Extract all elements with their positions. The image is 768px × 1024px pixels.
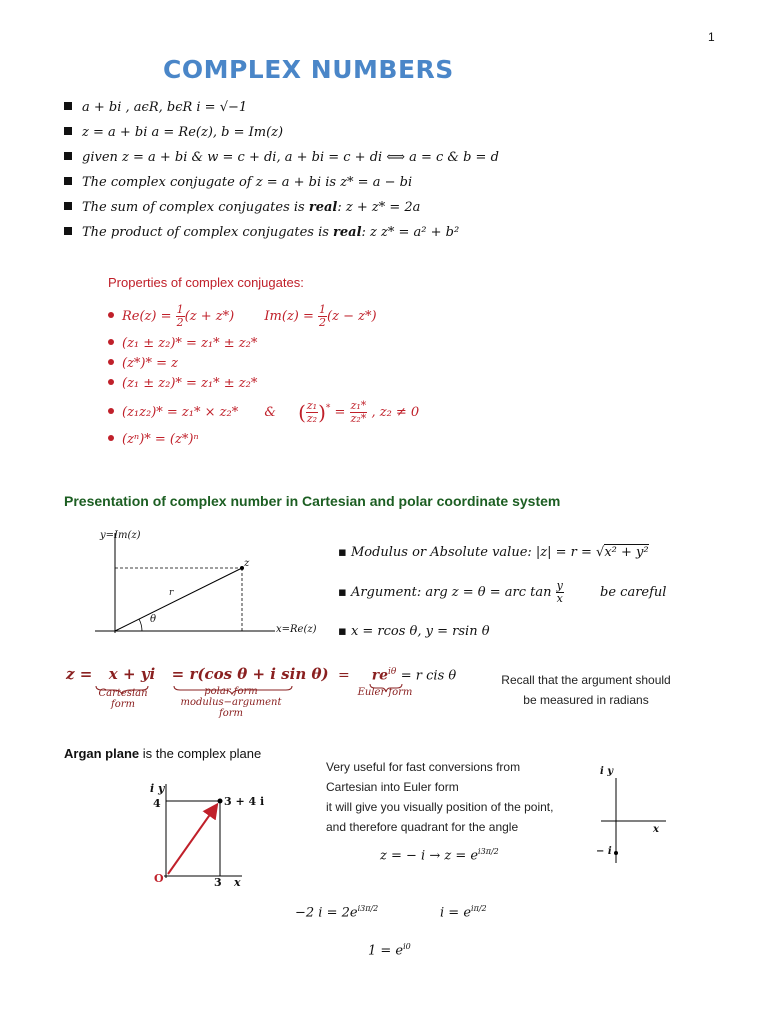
- argand-four-label: 4: [153, 797, 161, 810]
- conversion-example: z = − $i \to z = e^{i3\pi/2}$: [380, 847, 499, 864]
- argand-iy-label: i y: [150, 782, 165, 795]
- theta-label: θ: [150, 614, 157, 625]
- bottom-eq-2: $i = e^{i\pi/2}$: [440, 904, 487, 921]
- definition-line-5: The sum of complex conjugates is real: z + z* = 2a: [64, 200, 420, 215]
- y-axis-label: y=Im(z): [100, 530, 141, 541]
- small-x-label: x: [653, 824, 659, 835]
- property-5: (z₁z₂)* = z₁* × z₂* & ( $\frac{\text{z₁}}{\text{z₂}}$ )* = $\frac{\text{z₁*}}{\text{z₂*}}$ , z₂ ≠ 0: [108, 400, 419, 425]
- property-6: (zⁿ)* = (z*)ⁿ: [108, 432, 199, 447]
- euler-form-label: Euler form: [357, 687, 413, 698]
- definition-line-1: a + bi , aϵR, bϵR i = √−1: [64, 100, 247, 115]
- modulus-line: ▪ Modulus or Absolute value: |z| = r = √x² + y²: [338, 545, 649, 560]
- argument-line: ▪ Argument: arg z = θ = arc tan $\frac{y}{x}$ be careful: [338, 579, 667, 605]
- angle-arc: [139, 619, 142, 631]
- forms-line: z = x + yi = r(cos θ + i sin θ): [66, 665, 329, 683]
- argand-heading: Argan plane is the complex plane: [64, 746, 262, 761]
- definition-line-2: z = a + bi a = Re(z), b = Im(z): [64, 125, 283, 140]
- x-axis-label: x=Re(z): [276, 624, 317, 635]
- minus-i-point: [614, 851, 618, 855]
- bottom-eq-1: −2 $i = 2e^{i3\pi/2}$: [295, 904, 379, 921]
- definition-line-6: The product of complex conjugates is real: z z* = a² + b²: [64, 225, 459, 240]
- small-iy-label: i y: [600, 766, 614, 777]
- definition-line-3: given z = a + bi & w = c + di, a + bi = c + di ⟺ a = c & b = d: [64, 150, 499, 165]
- recall-note: Recall that the argument should be measured in radians: [501, 673, 671, 707]
- argand-point: [218, 799, 223, 804]
- property-2: (z₁ ± z₂)* = z₁* ± z₂*: [108, 336, 257, 351]
- small-minus-i-label: − i: [596, 846, 612, 857]
- property-3: (z*)* = z: [108, 356, 178, 371]
- section-heading: Presentation of complex number in Cartesian and polar coordinate system: [64, 493, 561, 509]
- properties-heading: Properties of complex conjugates:: [108, 275, 304, 290]
- definition-line-4: The complex conjugate of z = a + bi is z* = a − bi: [64, 175, 412, 190]
- page-number: 1: [708, 30, 715, 44]
- xy-line: ▪ x = rcos θ, y = rsin θ: [338, 624, 490, 639]
- radius-line: [115, 568, 242, 631]
- point-z-label: z: [244, 558, 250, 569]
- argand-vector: [168, 806, 216, 874]
- page-title: COMPLEX NUMBERS: [163, 55, 454, 84]
- argand-three-label: 3: [214, 876, 222, 889]
- argand-x-label: x: [234, 876, 241, 889]
- useful-note: Very useful for fast conversions from Cartesian into Euler form it will give you visually position of the point, and therefore quadrant for the angle: [326, 760, 554, 834]
- argand-point-label: 3 + 4 i: [224, 795, 265, 808]
- property-1: Re(z) = $\frac{1}{2}$ (z + z*) Im(z) = $\frac{1}{2}$ (z − z*): [108, 304, 377, 329]
- bottom-eq-3: $1 = e^{i0}$: [368, 942, 411, 959]
- argand-origin-label: O: [154, 872, 164, 885]
- cartesian-form-label: Cartesian form: [98, 688, 148, 710]
- r-label: r: [169, 588, 174, 598]
- euler-eq: = $re^{i\theta} = r$ cis θ: [338, 667, 457, 684]
- polar-form-label: polar form modulus−argument form: [180, 686, 282, 719]
- property-4: (z₁ ± z₂)* = z₁* ± z₂*: [108, 376, 257, 391]
